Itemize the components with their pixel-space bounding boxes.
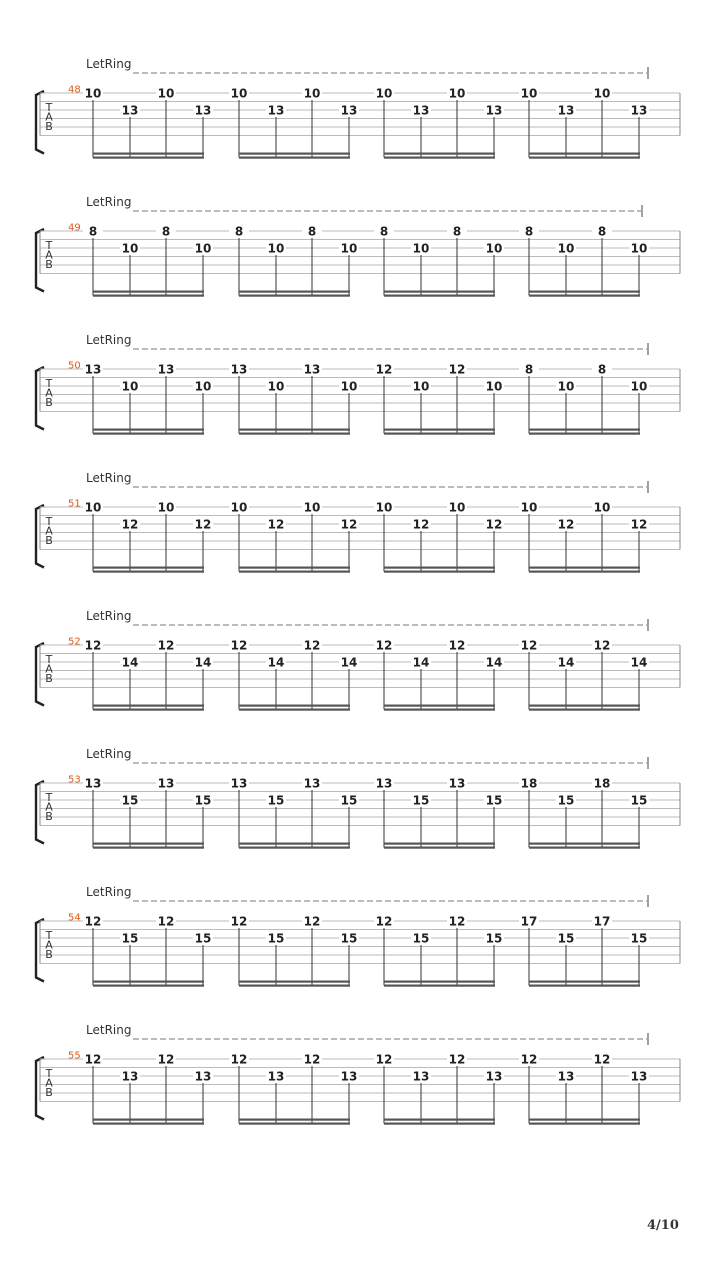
fret-number: 10	[194, 241, 212, 256]
tab-clef-letter: B	[45, 120, 53, 133]
beam	[239, 571, 350, 573]
fret-number: 13	[230, 362, 248, 377]
system	[36, 471, 680, 573]
fret-number: 14	[557, 655, 575, 670]
fret-number: 13	[375, 776, 393, 791]
fret-number: 10	[84, 500, 102, 515]
tab-clef-letter: B	[45, 396, 53, 409]
fret-number: 12	[448, 638, 466, 653]
system	[36, 885, 680, 987]
let-ring-label: LetRing	[86, 471, 132, 485]
beam	[384, 429, 495, 431]
fret-number: 15	[121, 931, 139, 946]
fret-number: 13	[230, 776, 248, 791]
fret-number: 12	[375, 638, 393, 653]
fret-number: 13	[121, 103, 139, 118]
fret-number: 15	[485, 793, 503, 808]
fret-number: 15	[630, 793, 648, 808]
fret-number: 10	[230, 86, 248, 101]
fret-number: 8	[307, 224, 317, 239]
beam	[93, 709, 204, 711]
measure-number: 49	[68, 222, 81, 234]
beam	[529, 981, 640, 983]
let-ring-label: LetRing	[86, 333, 132, 347]
system	[36, 609, 680, 711]
fret-number: 12	[448, 914, 466, 929]
fret-number: 18	[520, 776, 538, 791]
beam	[93, 981, 204, 983]
fret-number: 13	[340, 103, 358, 118]
fret-number: 8	[597, 362, 607, 377]
fret-number: 12	[84, 914, 102, 929]
fret-number: 15	[340, 793, 358, 808]
fret-number: 12	[157, 638, 175, 653]
beam	[93, 291, 204, 293]
fret-number: 14	[340, 655, 358, 670]
tab-clef-letter: A	[45, 800, 53, 814]
beam	[529, 157, 640, 159]
beam	[93, 1123, 204, 1125]
tab-clef-letter: A	[45, 524, 53, 538]
fret-number: 14	[267, 655, 285, 670]
beam	[93, 153, 204, 155]
beam	[384, 433, 495, 435]
beam	[529, 567, 640, 569]
fret-number: 12	[157, 1052, 175, 1067]
fret-number: 8	[234, 224, 244, 239]
beam	[384, 1123, 495, 1125]
fret-number: 10	[303, 86, 321, 101]
fret-number: 17	[593, 914, 611, 929]
beam	[239, 1123, 350, 1125]
tab-clef-letter: T	[45, 653, 53, 666]
fret-number: 10	[412, 379, 430, 394]
fret-number: 14	[412, 655, 430, 670]
fret-number: 15	[412, 931, 430, 946]
beam	[93, 571, 204, 573]
beam	[239, 705, 350, 707]
beam	[239, 433, 350, 435]
beam	[529, 1123, 640, 1125]
fret-number: 8	[524, 362, 534, 377]
fret-number: 10	[630, 379, 648, 394]
fret-number: 12	[303, 914, 321, 929]
fret-number: 13	[121, 1069, 139, 1084]
tab-clef-letter: T	[45, 101, 53, 114]
fret-number: 14	[121, 655, 139, 670]
fret-number: 12	[557, 517, 575, 532]
fret-number: 14	[485, 655, 503, 670]
beam	[529, 153, 640, 155]
fret-number: 8	[379, 224, 389, 239]
beam	[93, 985, 204, 987]
fret-number: 13	[303, 776, 321, 791]
fret-number: 10	[448, 86, 466, 101]
fret-number: 10	[557, 379, 575, 394]
beam	[93, 433, 204, 435]
fret-number: 13	[557, 1069, 575, 1084]
system	[36, 333, 680, 435]
let-ring-label: LetRing	[86, 609, 132, 623]
fret-number: 8	[161, 224, 171, 239]
tab-clef-letter: T	[45, 377, 53, 390]
fret-number: 12	[375, 362, 393, 377]
tab-clef-letter: B	[45, 672, 53, 685]
fret-number: 12	[375, 914, 393, 929]
fret-number: 10	[340, 379, 358, 394]
fret-number: 15	[267, 793, 285, 808]
fret-number: 10	[520, 500, 538, 515]
fret-number: 15	[194, 931, 212, 946]
fret-number: 12	[412, 517, 430, 532]
beam	[239, 157, 350, 159]
beam	[384, 295, 495, 297]
fret-number: 12	[485, 517, 503, 532]
fret-number: 10	[630, 241, 648, 256]
fret-number: 10	[157, 86, 175, 101]
fret-number: 12	[157, 914, 175, 929]
beam	[93, 847, 204, 849]
beam	[529, 291, 640, 293]
beam	[384, 705, 495, 707]
fret-number: 8	[597, 224, 607, 239]
fret-number: 8	[452, 224, 462, 239]
measure-number: 53	[68, 774, 81, 786]
beam	[529, 985, 640, 987]
fret-number: 12	[84, 638, 102, 653]
beam	[384, 153, 495, 155]
measure-number: 51	[68, 498, 81, 510]
fret-number: 12	[448, 1052, 466, 1067]
page-number: 4/10	[647, 1218, 679, 1233]
beam	[384, 567, 495, 569]
fret-number: 10	[121, 379, 139, 394]
fret-number: 10	[157, 500, 175, 515]
fret-number: 10	[593, 86, 611, 101]
fret-number: 10	[267, 241, 285, 256]
fret-number: 14	[194, 655, 212, 670]
fret-number: 13	[448, 776, 466, 791]
fret-number: 10	[412, 241, 430, 256]
tab-clef-letter: A	[45, 662, 53, 676]
fret-number: 13	[340, 1069, 358, 1084]
beam	[93, 157, 204, 159]
fret-number: 15	[412, 793, 430, 808]
fret-number: 17	[520, 914, 538, 929]
fret-number: 12	[303, 1052, 321, 1067]
fret-number: 10	[557, 241, 575, 256]
fret-number: 12	[448, 362, 466, 377]
fret-number: 15	[194, 793, 212, 808]
beam	[239, 1119, 350, 1121]
beam	[239, 847, 350, 849]
let-ring-label: LetRing	[86, 57, 132, 71]
beam	[93, 1119, 204, 1121]
tab-clef-letter: A	[45, 386, 53, 400]
fret-number: 12	[84, 1052, 102, 1067]
fret-number: 18	[593, 776, 611, 791]
beam	[529, 847, 640, 849]
tab-clef-letter: B	[45, 810, 53, 823]
fret-number: 13	[157, 776, 175, 791]
fret-number: 13	[412, 103, 430, 118]
fret-number: 10	[485, 241, 503, 256]
fret-number: 13	[84, 362, 102, 377]
measure-number: 52	[68, 636, 81, 648]
measure-number: 50	[68, 360, 81, 372]
fret-number: 12	[303, 638, 321, 653]
fret-number: 12	[230, 638, 248, 653]
tab-clef-letter: T	[45, 515, 53, 528]
system	[36, 747, 680, 849]
beam	[384, 847, 495, 849]
fret-number: 13	[485, 103, 503, 118]
fret-number: 13	[84, 776, 102, 791]
measure-number: 55	[68, 1050, 81, 1062]
fret-number: 10	[84, 86, 102, 101]
fret-number: 10	[194, 379, 212, 394]
beam	[529, 705, 640, 707]
beam	[239, 429, 350, 431]
tab-clef-letter: B	[45, 948, 53, 961]
beam	[239, 981, 350, 983]
fret-number: 13	[303, 362, 321, 377]
fret-number: 13	[267, 103, 285, 118]
let-ring-label: LetRing	[86, 1023, 132, 1037]
fret-number: 14	[630, 655, 648, 670]
fret-number: 12	[194, 517, 212, 532]
beam	[384, 571, 495, 573]
fret-number: 10	[448, 500, 466, 515]
tab-clef-letter: T	[45, 239, 53, 252]
beam	[529, 429, 640, 431]
beam	[93, 843, 204, 845]
beam	[529, 433, 640, 435]
beam	[384, 709, 495, 711]
beam	[384, 1119, 495, 1121]
fret-number: 10	[267, 379, 285, 394]
beam	[239, 567, 350, 569]
fret-number: 12	[267, 517, 285, 532]
fret-number: 13	[157, 362, 175, 377]
fret-number: 12	[121, 517, 139, 532]
beam	[93, 295, 204, 297]
tab-clef-letter: B	[45, 258, 53, 271]
tab-clef-letter: T	[45, 1067, 53, 1080]
beam	[239, 985, 350, 987]
fret-number: 13	[194, 103, 212, 118]
fret-number: 15	[340, 931, 358, 946]
beam	[529, 709, 640, 711]
fret-number: 8	[524, 224, 534, 239]
tab-clef-letter: B	[45, 1086, 53, 1099]
fret-number: 10	[593, 500, 611, 515]
measure-number: 48	[68, 84, 81, 96]
fret-number: 13	[485, 1069, 503, 1084]
fret-number: 13	[557, 103, 575, 118]
fret-number: 10	[230, 500, 248, 515]
beam	[529, 843, 640, 845]
fret-number: 8	[88, 224, 98, 239]
beam	[239, 291, 350, 293]
fret-number: 15	[121, 793, 139, 808]
fret-number: 12	[230, 914, 248, 929]
beam	[529, 295, 640, 297]
fret-number: 15	[267, 931, 285, 946]
beam	[529, 1119, 640, 1121]
beam	[384, 843, 495, 845]
tab-clef-letter: A	[45, 110, 53, 124]
fret-number: 15	[557, 793, 575, 808]
beam	[239, 295, 350, 297]
beam	[529, 571, 640, 573]
let-ring-label: LetRing	[86, 885, 132, 899]
beam	[239, 153, 350, 155]
beam	[93, 429, 204, 431]
fret-number: 12	[520, 638, 538, 653]
measure-number: 54	[68, 912, 81, 924]
system	[36, 1023, 680, 1125]
tab-clef-letter: T	[45, 791, 53, 804]
fret-number: 13	[194, 1069, 212, 1084]
fret-number: 12	[593, 638, 611, 653]
tab-clef-letter: B	[45, 534, 53, 547]
fret-number: 10	[485, 379, 503, 394]
beam	[239, 709, 350, 711]
system	[36, 195, 680, 297]
fret-number: 13	[630, 103, 648, 118]
tab-clef-letter: T	[45, 929, 53, 942]
beam	[384, 985, 495, 987]
beam	[384, 291, 495, 293]
tab-clef-letter: A	[45, 1076, 53, 1090]
fret-number: 10	[375, 86, 393, 101]
tab-clef-letter: A	[45, 938, 53, 952]
fret-number: 10	[121, 241, 139, 256]
fret-number: 10	[375, 500, 393, 515]
fret-number: 10	[520, 86, 538, 101]
let-ring-label: LetRing	[86, 195, 132, 209]
fret-number: 12	[593, 1052, 611, 1067]
fret-number: 12	[630, 517, 648, 532]
fret-number: 12	[230, 1052, 248, 1067]
fret-number: 15	[485, 931, 503, 946]
let-ring-label: LetRing	[86, 747, 132, 761]
tab-clef-letter: A	[45, 248, 53, 262]
fret-number: 15	[630, 931, 648, 946]
beam	[384, 981, 495, 983]
fret-number: 12	[340, 517, 358, 532]
beam	[384, 157, 495, 159]
fret-number: 10	[340, 241, 358, 256]
fret-number: 10	[303, 500, 321, 515]
fret-number: 12	[520, 1052, 538, 1067]
fret-number: 13	[412, 1069, 430, 1084]
beam	[93, 705, 204, 707]
beam	[93, 567, 204, 569]
fret-number: 15	[557, 931, 575, 946]
system	[36, 57, 680, 159]
fret-number: 13	[630, 1069, 648, 1084]
beam	[239, 843, 350, 845]
fret-number: 13	[267, 1069, 285, 1084]
fret-number: 12	[375, 1052, 393, 1067]
